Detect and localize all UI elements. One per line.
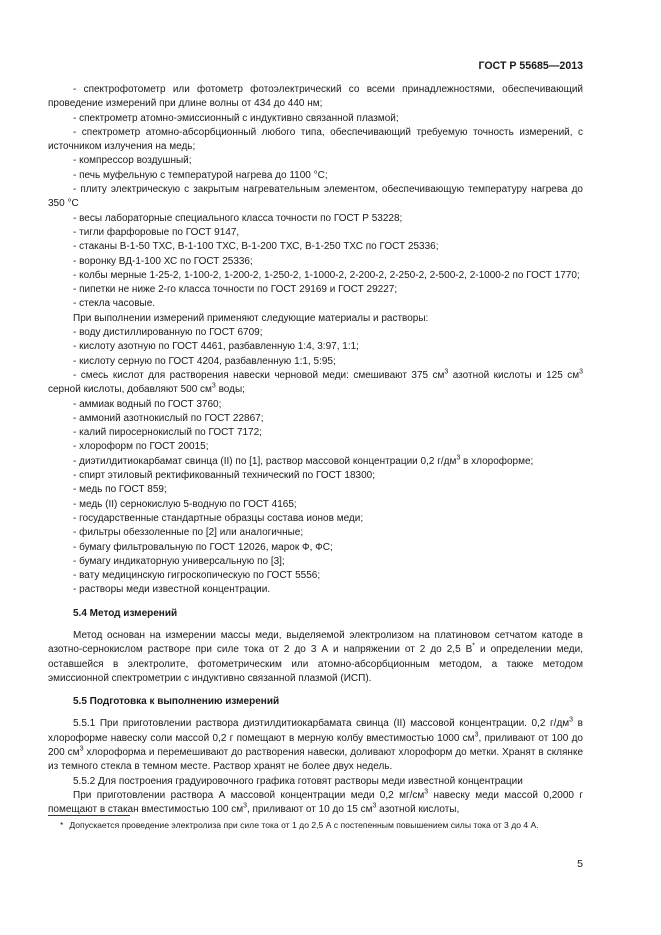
list-item: - фильтры обеззоленные по [2] или аналогичные; bbox=[73, 527, 304, 539]
list-item: - стаканы В-1-50 ТХС, В-1-100 ТХС, В-1-200 ТХС, В-1-250 ТХС по ГОСТ 25336; bbox=[73, 241, 439, 253]
list-item: - хлороформ по ГОСТ 20015; bbox=[73, 441, 209, 453]
list-item: - спирт этиловый ректификованный технический по ГОСТ 18300; bbox=[73, 470, 375, 482]
text-run: 5.5.1 При приготовлении раствора диэтилдитиокарбамата свинца (II) массовой концентрации. 0,2 г/дм bbox=[73, 718, 570, 730]
list-item: - пипетки не ниже 2-го класса точности по ГОСТ 29169 и ГОСТ 29227; bbox=[73, 284, 398, 296]
superscript: 3 bbox=[211, 382, 216, 390]
superscript: 3 bbox=[372, 802, 377, 810]
list-item: - бумагу индикаторную универсальную по [3]; bbox=[73, 555, 285, 567]
list-item: - вату медицинскую гигроскопическую по ГОСТ 5556; bbox=[73, 570, 321, 582]
paragraph bbox=[48, 629, 583, 686]
text-run: в хлороформе навеску соли массой 0,2 г помещают в мерную колбу вместимостью 1000 см bbox=[48, 718, 583, 744]
text-run: азотной кислоты и 125 см bbox=[448, 369, 580, 381]
text-run: , приливают от 10 до 15 см bbox=[246, 804, 373, 816]
superscript: 3 bbox=[456, 454, 461, 462]
list-item: - тигли фарфоровые по ГОСТ 9147, bbox=[73, 226, 240, 238]
superscript: 3 bbox=[79, 745, 84, 753]
text-run: серной кислоты, добавляют 500 см bbox=[48, 384, 212, 396]
text-run: в хлороформе; bbox=[460, 455, 534, 467]
text-run: , приливают от 100 до 200 см bbox=[48, 732, 583, 759]
text-run: и определении меди, оставшейся в электролите, фотометрическим или атомно-абсорбционным методом, а также методом эмиссионной спектрометрии с индуктивно связанной плазмой (ИСП). bbox=[48, 644, 583, 684]
list-item: - медь по ГОСТ 859; bbox=[73, 484, 167, 496]
text-run: навеску меди массой 0,2000 г помещают в стакан вместимостью 100 см bbox=[48, 789, 583, 816]
list-item: - плиту электрическую с закрытым нагревательным элементом, обеспечивающую температуру нагрева до 350 °С bbox=[48, 184, 583, 210]
list-item: - печь муфельную с температурой нагрева до 1100 °С; bbox=[73, 169, 328, 181]
footnote-separator bbox=[48, 815, 130, 816]
list-item: - стекла часовые. bbox=[73, 298, 156, 310]
list-item: - кислоту азотную по ГОСТ 4461, разбавленную 1:4, 3:97, 1:1; bbox=[73, 341, 359, 353]
list-item: - кислоту серную по ГОСТ 4204, разбавленную 1:1, 5:95; bbox=[73, 355, 336, 367]
paragraph bbox=[48, 717, 583, 774]
list-item: - воду дистиллированную по ГОСТ 6709; bbox=[73, 327, 263, 339]
list-item bbox=[48, 455, 583, 469]
paragraph bbox=[48, 789, 583, 818]
footnote bbox=[48, 819, 583, 831]
footnote-text: Допускается проведение электролиза при силе тока от 1 до 2,5 А с постепенным повышением силы тока от 3 до 4 А. bbox=[69, 820, 539, 830]
list-item: - калий пиросернокислый по ГОСТ 7172; bbox=[73, 427, 262, 439]
list-item: - компрессор воздушный; bbox=[73, 155, 192, 167]
section-heading: 5.4 Метод измерений bbox=[73, 607, 178, 619]
superscript: 3 bbox=[569, 717, 574, 725]
text-run: При приготовлении раствора А массовой концентрации меди 0,2 мг/см bbox=[73, 789, 425, 801]
superscript: 3 bbox=[474, 731, 479, 739]
list-item: - государственные стандартные образцы состава ионов меди; bbox=[73, 512, 364, 524]
page-number: 5 bbox=[577, 858, 583, 870]
list-item: - растворы меди известной концентрации. bbox=[73, 584, 271, 596]
list-item: - аммоний азотнокислый по ГОСТ 22867; bbox=[73, 412, 264, 424]
text-run: Метод основан на измерении массы меди, выделяемой электролизом на платиновом сетчатом катоде в азотно-сернокислом растворе при силе тока от 2 до 3 А и напряжении от 2 до 2,5 В bbox=[48, 629, 583, 656]
list-item: - аммиак водный по ГОСТ 3760; bbox=[73, 398, 222, 410]
text-run: азотной кислоты, bbox=[376, 804, 460, 816]
section-heading: 5.5 Подготовка к выполнению измерений bbox=[73, 696, 280, 708]
text-run: - диэтилдитиокарбамат свинца (II) по [1], раствор массовой концентрации 0,2 г/дм bbox=[73, 455, 457, 467]
superscript: 3 bbox=[579, 368, 583, 376]
text-run: - смесь кислот для растворения навески черновой меди: смешивают 375 см bbox=[73, 369, 445, 381]
text-run: воды; bbox=[215, 384, 245, 396]
superscript: 3 bbox=[243, 802, 247, 810]
list-item bbox=[48, 369, 583, 398]
paragraph: При выполнении измерений применяют следующие материалы и растворы: bbox=[73, 312, 429, 324]
footnote-mark: * bbox=[60, 820, 64, 830]
superscript: 3 bbox=[424, 788, 429, 796]
standard-header: ГОСТ Р 55685—2013 bbox=[478, 60, 583, 72]
list-item: - спектрофотометр или фотометр фотоэлектрический со всеми принадлежностями, обеспечивающий проведение измерений при длине волны от 434 до 440 нм; bbox=[48, 84, 583, 110]
document-body bbox=[48, 83, 583, 818]
superscript: 3 bbox=[444, 368, 449, 376]
text-run: хлороформа и перемешивают до растворения навески, доливают хлороформ до метки. Хранят в склянке из темного стекла в темном месте. Раствор хранят не более двух недель. bbox=[48, 747, 584, 773]
list-item: - бумагу фильтровальную по ГОСТ 12026, марок Ф, ФС; bbox=[73, 541, 333, 553]
paragraph: 5.5.2 Для построения градуировочного графика готовят растворы меди известной концентрации bbox=[73, 775, 523, 787]
list-item: - колбы мерные 1-25-2, 1-100-2, 1-200-2, 1-250-2, 1-1000-2, 2-200-2, 2-250-2, 2-500-2, 2-1000-2 по ГОСТ 1770; bbox=[73, 269, 580, 281]
list-item: - медь (II) сернокислую 5-водную по ГОСТ 4165; bbox=[73, 498, 297, 510]
footnote-reference: * bbox=[472, 642, 476, 650]
list-item: - весы лабораторные специального класса точности по ГОСТ Р 53228; bbox=[73, 212, 403, 224]
list-item: - спектрометр атомно-эмиссионный с индуктивно связанной плазмой; bbox=[73, 112, 399, 124]
list-item: - воронку ВД-1-100 ХС по ГОСТ 25336; bbox=[73, 255, 253, 267]
list-item: - спектрометр атомно-абсорбционный любого типа, обеспечивающий требуемую точность измерений, с источником излучения на медь; bbox=[48, 126, 583, 153]
